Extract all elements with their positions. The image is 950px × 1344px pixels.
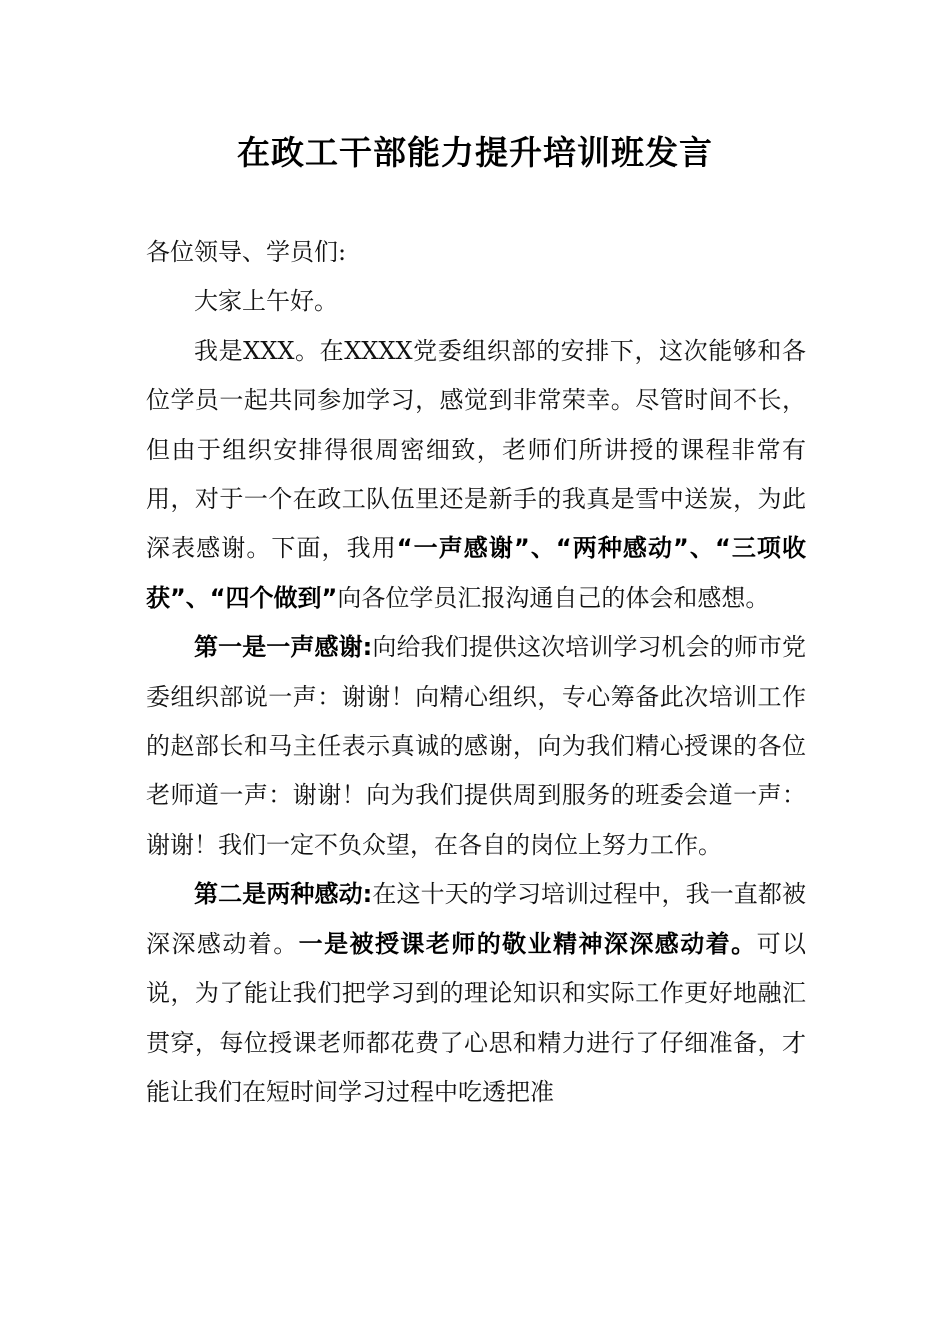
paragraph-intro-closing: 向各位学员汇报沟通自己的体会和感想。 [337,583,770,612]
paragraph-intro [146,327,806,623]
document-title: 在政工干部能力提升培训班发言 [237,133,713,172]
paragraph-intro-text: 我是XXX。在XXXX党委组织部的安排下，这次能够和各位学员一起共同参加学习，感觉到非常荣幸。尽管时间不长，但由于组织安排得很周密细致，老师们所讲授的课程非常有用，对于一个在政工队伍里还是新手的我真是雪中送炭，为此深表感谢。下面，我用 [146,336,806,563]
paragraph-moved-heading: 第二是两种感动: [194,880,373,909]
document-body [146,228,806,1117]
paragraph-intro-outline: “一声感谢”、“两种感动”、“三项收获”、“四个做到” [146,534,807,612]
paragraph-thanks-heading: 第一是一声感谢: [194,633,373,662]
paragraph-moved-detail: 可以说，为了能让我们把学习到的理论知识和实际工作更好地融汇贯穿，每位授课老师都花费了心思和精力进行了仔细准备，才能让我们在短时间学习过程中吃透把准 [146,929,807,1106]
paragraph-moved-text: 在这十天的学习培训过程中，我一直都被深深感动着。 [146,880,807,958]
salutation: 各位领导、学员们: [146,238,347,266]
paragraph-thanks-text: 向给我们提供这次培训学习机会的师市党委组织部说一声：谢谢！向精心组织，专心筹备此次培训工作的赵部长和马主任表示真诚的感谢，向为我们精心授课的各位老师道一声：谢谢！向为我们提供周到服务的班委会道一声：谢谢！我们一定不负众望，在各自的岗位上努力工作。 [146,633,807,859]
greeting: 大家上午好。 [194,287,338,316]
paragraph-moved-point-one: 一是被授课老师的敬业精神深深感动着。 [298,929,757,958]
paragraph-thanks [146,623,806,870]
paragraph-moved [146,870,806,1117]
